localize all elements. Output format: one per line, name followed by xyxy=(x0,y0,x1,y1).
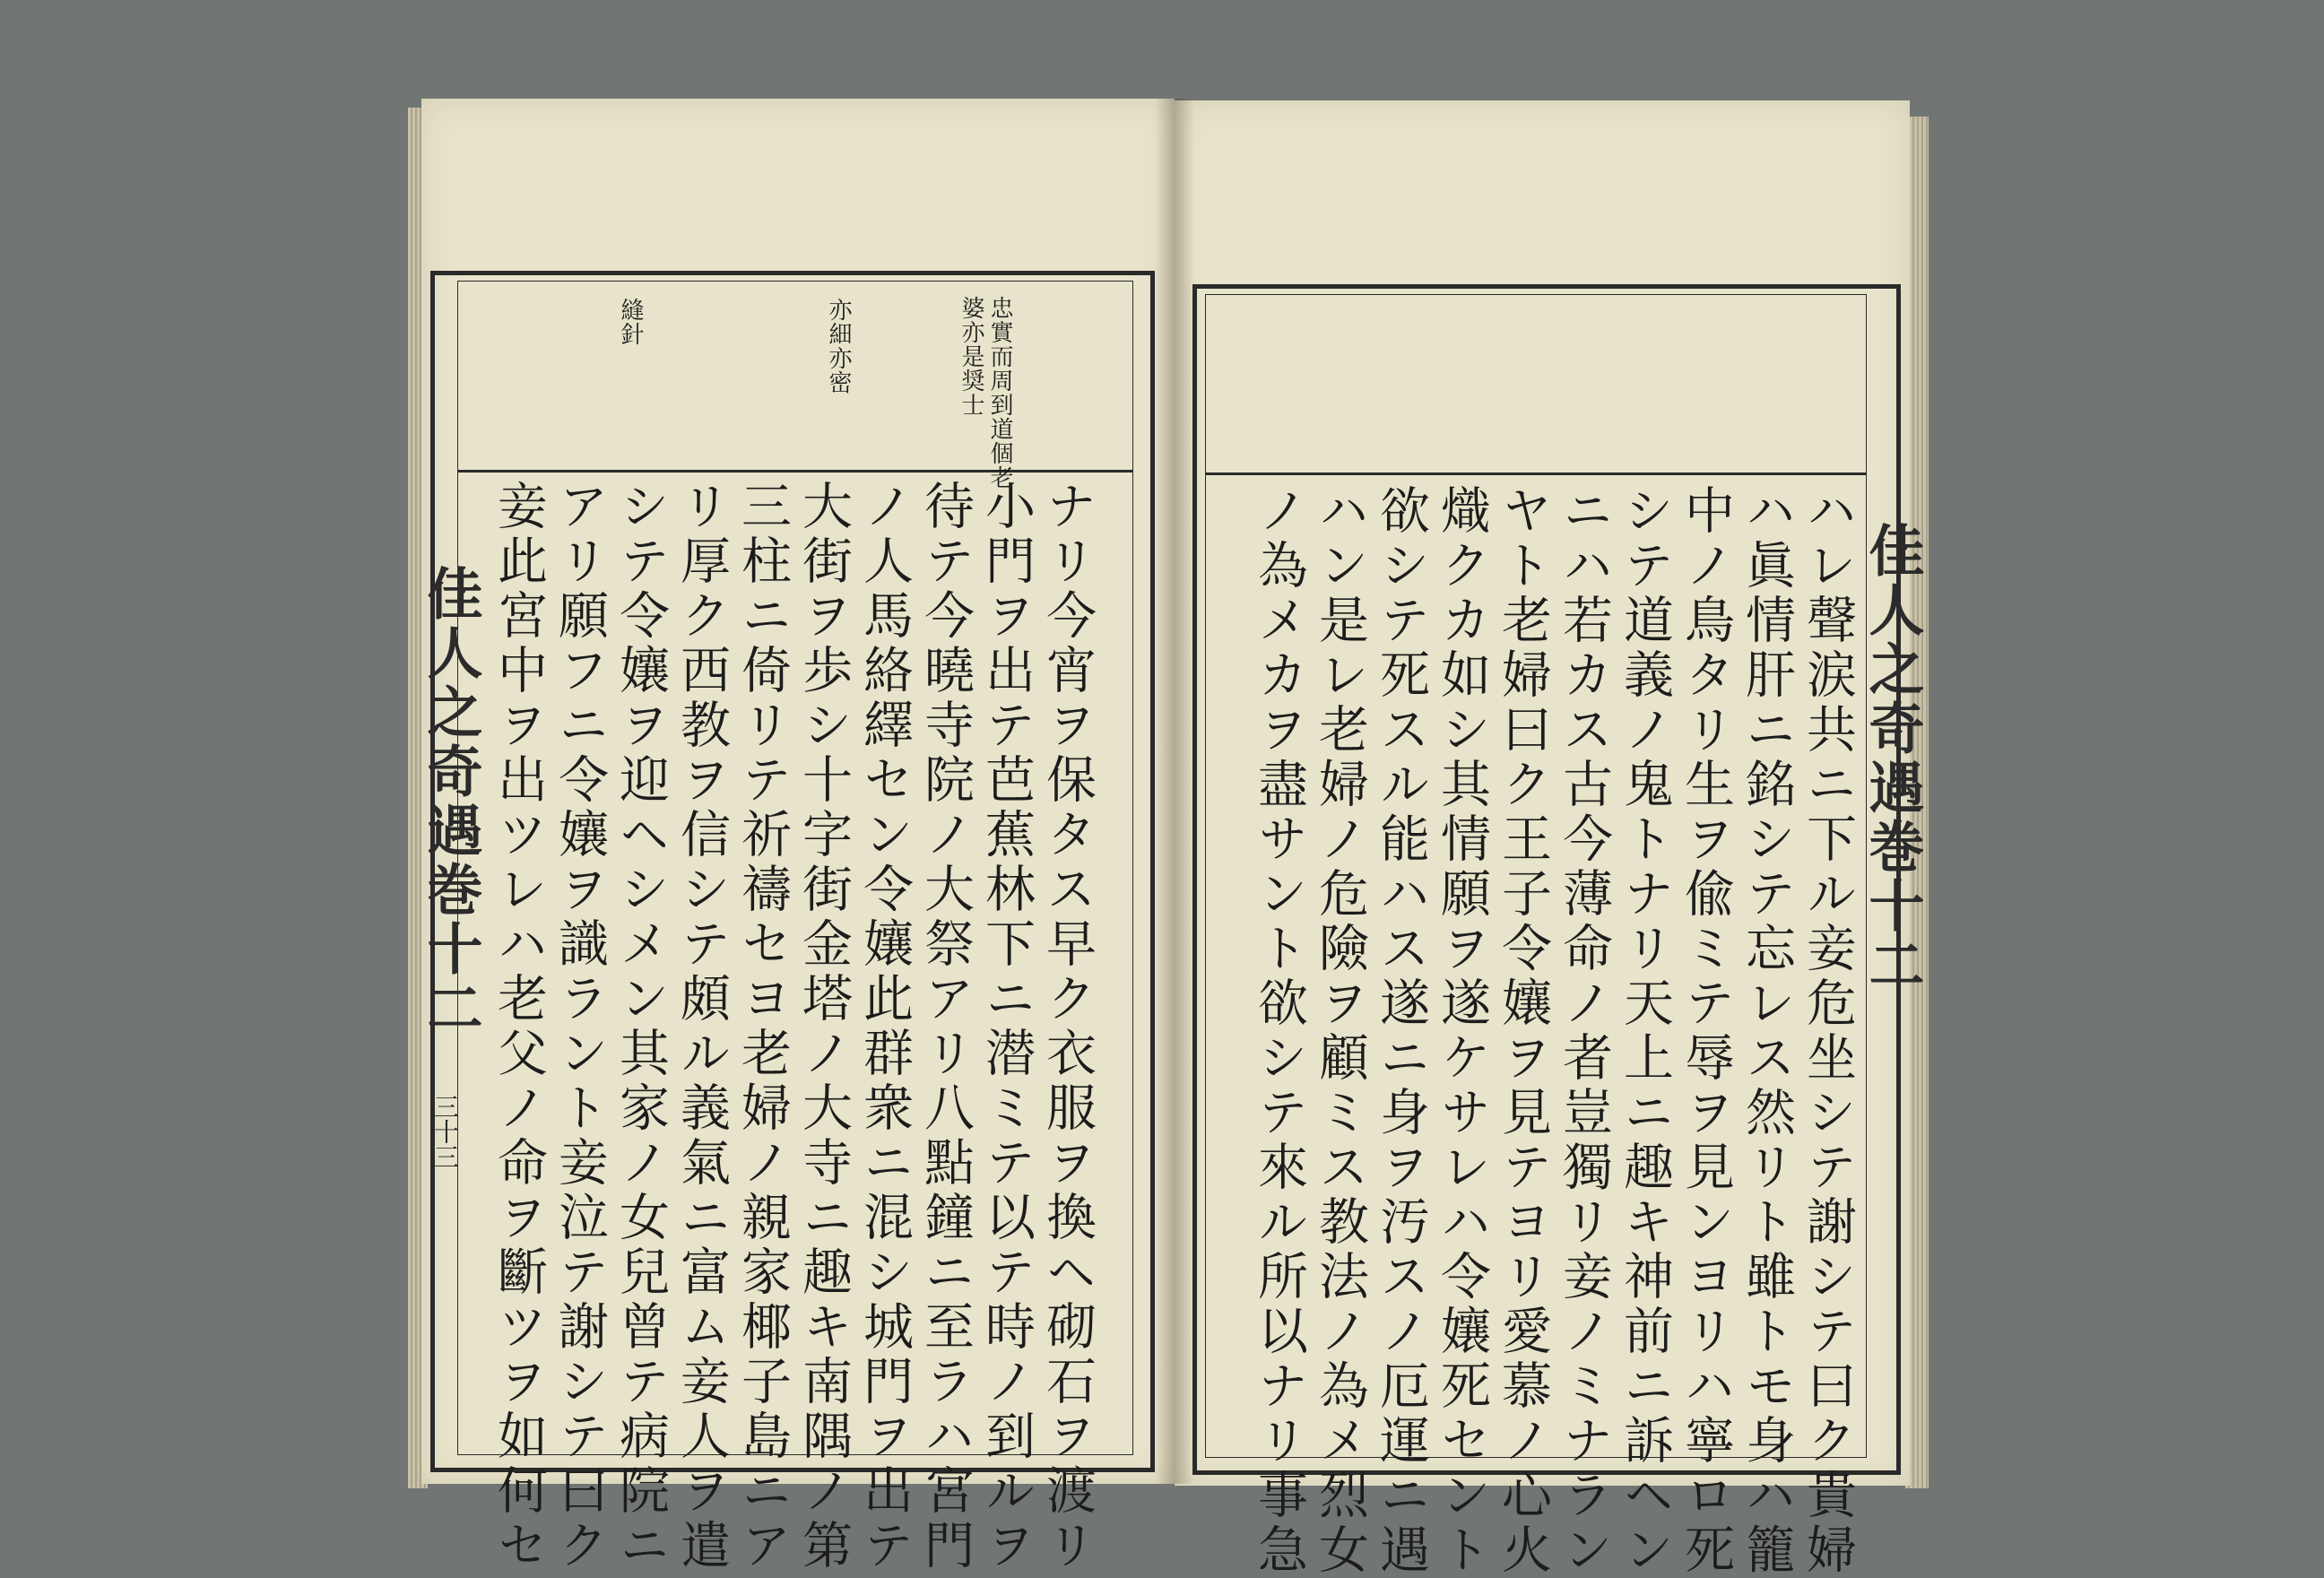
left-line-9: アリ願フニ令孃ヲ識ラント妾泣テ謝シテ曰ク xyxy=(551,480,609,1574)
right-line-1: ハレ聲涙共ニ下ル妾危坐シテ謝シテ曰ク貴婦 xyxy=(1799,484,1857,1578)
right-line-9: ハン是レ老婦ノ危險ヲ顧ミス教法ノ為メ烈女 xyxy=(1311,484,1369,1578)
left-note-3: 亦細亦密 xyxy=(825,298,852,394)
right-line-6: ヤト老婦曰ク王子令孃ヲ見テヨリ愛慕ノ心火 xyxy=(1494,484,1552,1578)
right-line-3: 中ノ鳥タリ生ヲ偸ミテ辱ヲ見ンヨリハ寧ロ死 xyxy=(1677,484,1735,1578)
left-line-7: リ厚ク西教ヲ信シテ頗ル義氣ニ富ム妾人ヲ遣 xyxy=(672,480,731,1574)
left-page-number: 三十三 xyxy=(430,1094,460,1169)
left-line-2: 小門ヲ出テ芭蕉林下ニ潜ミテ以テ時ノ到ルヲ xyxy=(977,480,1036,1574)
book-gutter xyxy=(1155,99,1194,1484)
left-spine-title: 佳人之奇遇巻十二 xyxy=(418,565,483,1038)
left-note-4: 縫針 xyxy=(617,298,644,346)
right-line-7: 熾クカ如シ其情願ヲ遂ケサレハ令孃死セント xyxy=(1433,484,1491,1578)
right-line-5: ニハ若カス古今薄命ノ者豈獨リ妾ノミナラン xyxy=(1555,484,1613,1578)
left-line-4: ノ人馬絡繹セン令孃此群衆ニ混シ城門ヲ出テ xyxy=(855,480,914,1574)
right-spine-title: 佳人之奇遇巻十二 xyxy=(1860,522,1925,995)
right-line-10: ノ為メカヲ盡サント欲シテ來ル所以ナリ事急 xyxy=(1250,484,1308,1578)
right-header-rule xyxy=(1205,473,1867,475)
left-line-1: ナリ今宵ヲ保タス早ク衣服ヲ換ヘ砌石ヲ渡リ xyxy=(1038,480,1097,1574)
left-page xyxy=(418,99,1175,1574)
left-header-rule xyxy=(457,470,1133,473)
right-page xyxy=(1175,100,1925,1578)
right-line-4: シテ道義ノ鬼トナリ天上ニ趣キ神前ニ訴ヘン xyxy=(1616,484,1674,1578)
left-line-6: 三柱ニ倚リテ祈禱セヨ老婦ノ親家椰子島ニア xyxy=(733,480,792,1574)
left-line-5: 大街ヲ歩シ十字街金塔ノ大寺ニ趣キ南隅ノ第 xyxy=(794,480,853,1574)
left-line-8: シテ令孃ヲ迎ヘシメン其家ノ女兒曾テ病院ニ xyxy=(611,480,670,1574)
left-note-2: 婆亦是奨士 xyxy=(958,296,984,417)
left-line-10: 妾此宮中ヲ出ツレハ老父ノ命ヲ斷ツヲ如何セ xyxy=(490,480,548,1574)
left-note-1: 忠實而周到道個老 xyxy=(986,296,1013,490)
left-line-3: 待テ今曉寺院ノ大祭アリ八點鐘ニ至ラハ宮門 xyxy=(916,480,975,1574)
right-line-8: 欲シテ死スル能ハス遂ニ身ヲ汚スノ厄運ニ遇 xyxy=(1372,484,1430,1578)
right-line-2: ハ眞情肝ニ銘シテ忘レス然リト雖トモ身ハ籠 xyxy=(1738,484,1796,1578)
